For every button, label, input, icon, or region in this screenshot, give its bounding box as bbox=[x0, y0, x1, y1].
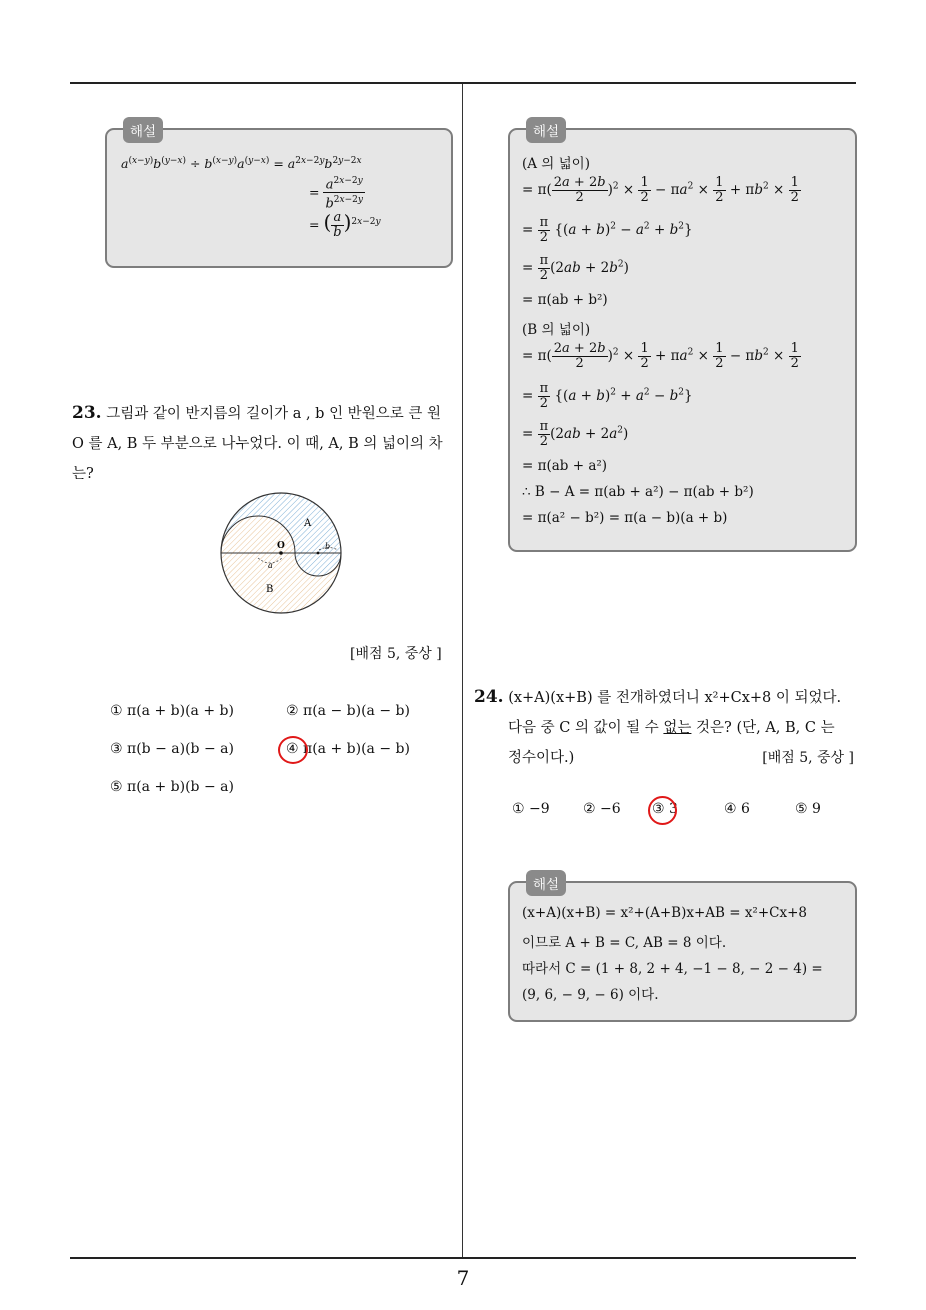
solution-tag: 해설 bbox=[526, 870, 566, 896]
solution-line: $a^{(x-y)}b^{(y-x)} \div b^{(x-y)}a^{(y-x)} = a^{2x-2y}b^{2y-2x}$ bbox=[121, 156, 362, 172]
question-24 bbox=[474, 682, 860, 773]
choice-5[interactable]: ⑤ 9 bbox=[795, 801, 821, 817]
solution-line: = $\frac{\pi}{2}$ $(2ab + 2b^2)$ bbox=[522, 253, 629, 283]
question-number: 24. bbox=[474, 687, 504, 707]
question-number: 23. bbox=[72, 403, 102, 423]
choice-4[interactable]: ④ 6 bbox=[724, 801, 750, 817]
solution-line: (A 의 넓이) bbox=[522, 156, 590, 172]
question-text: 그림과 같이 반지름의 길이가 a , b 인 반원으로 큰 원 O 를 A, B 두 부분으로 나누었다. 이 때, A, B 의 넓이의 차는? bbox=[72, 406, 443, 482]
solution-line: = π(a² − b²) = π(a − b)(a + b) bbox=[522, 510, 728, 526]
top-rule bbox=[70, 82, 856, 84]
choice-3[interactable]: ③ π(b − a)(b − a) bbox=[110, 741, 234, 757]
choice-2[interactable]: ② π(a − b)(a − b) bbox=[286, 703, 410, 719]
solution-tag: 해설 bbox=[526, 117, 566, 143]
choice-3[interactable]: ③ 3 bbox=[652, 801, 678, 817]
question-line-2c: 것은? (단, A, B, C 는 bbox=[691, 720, 835, 736]
solution-line: ∴ B − A = π(ab + a²) − π(ab + b²) bbox=[522, 484, 754, 500]
choice-2[interactable]: ② −6 bbox=[583, 801, 621, 817]
question-line-2a: 다음 중 C 의 값이 될 수 bbox=[508, 720, 664, 736]
choice-5[interactable]: ⑤ π(a + b)(b − a) bbox=[110, 779, 234, 795]
answer-mark-circle bbox=[278, 736, 308, 764]
solution-line: 이므로 A + B = C, AB = 8 이다. bbox=[522, 935, 727, 951]
points-label: [배점 5, 중상 ] bbox=[350, 646, 442, 662]
column-divider bbox=[462, 84, 463, 1258]
solution-tag: 해설 bbox=[123, 117, 163, 143]
label-a-radius: a bbox=[268, 561, 273, 570]
small-center-point bbox=[317, 552, 320, 555]
label-region-a: A bbox=[304, 518, 312, 529]
solution-line: (9, 6, − 9, − 6) 이다. bbox=[522, 987, 659, 1003]
solution-line: = π(ab + a²) bbox=[522, 458, 608, 474]
choice-4[interactable]: ④ π(a + b)(a − b) bbox=[286, 741, 410, 757]
label-o: O bbox=[277, 541, 285, 551]
solution-line: = $\frac{\pi}{2}$ $(2ab + 2a^2)$ bbox=[522, 419, 629, 449]
solution-line: (B 의 넓이) bbox=[522, 322, 591, 338]
center-point bbox=[279, 551, 283, 555]
solution-line: = $\frac{\pi}{2}$ $\{(a + b)^2 - a^2 + b^2\}$ bbox=[522, 215, 693, 245]
question-line-3: 정수이다.) bbox=[508, 750, 575, 766]
question-23 bbox=[72, 398, 456, 489]
solution-box-24 bbox=[508, 877, 857, 1022]
bottom-rule bbox=[70, 1257, 856, 1259]
choice-1[interactable]: ① −9 bbox=[512, 801, 550, 817]
solution-box-23 bbox=[508, 124, 857, 552]
label-b-radius: b bbox=[325, 542, 331, 551]
page-number: 7 bbox=[456, 1266, 470, 1290]
semicircle-figure bbox=[216, 490, 346, 616]
solution-line: = $\frac{a^{2x-2y}}{b^{2x-2y}}$ bbox=[309, 176, 363, 212]
answer-mark-circle bbox=[648, 796, 677, 825]
points-label: [배점 5, 중상 ] bbox=[762, 750, 854, 766]
solution-line: (x+A)(x+B) = x²+(A+B)x+AB = x²+Cx+8 bbox=[522, 905, 808, 921]
solution-line: = π( $\frac{2a + 2b}{2}$ )$^2$ × $\frac{1}{2}$ − $\pi a^2$ × $\frac{1}{2}$ + $\pi b^2$ × $\frac{1}{2}$ bbox=[522, 175, 799, 205]
solution-box-22 bbox=[105, 124, 453, 268]
solution-line: = $\frac{\pi}{2}$ $\{(a + b)^2 + a^2 - b^2\}$ bbox=[522, 381, 693, 411]
label-region-b: B bbox=[266, 584, 274, 595]
solution-line: = π(ab + b²) bbox=[522, 292, 608, 308]
solution-line: = ( $\frac{a}{b}$ )$^{2x-2y}$ bbox=[309, 210, 381, 240]
question-line-2b: 없는 bbox=[663, 720, 692, 736]
solution-line: 따라서 C = (1 + 8, 2 + 4, −1 − 8, − 2 − 4) = bbox=[522, 961, 823, 977]
solution-line: = π( $\frac{2a + 2b}{2}$ )$^2$ × $\frac{1}{2}$ + $\pi a^2$ × $\frac{1}{2}$ − $\pi b^2$ × $\frac{1}{2}$ bbox=[522, 341, 799, 371]
question-line-1: (x+A)(x+B) 를 전개하였더니 x²+Cx+8 이 되었다. bbox=[508, 690, 842, 706]
choice-1[interactable]: ① π(a + b)(a + b) bbox=[110, 703, 234, 719]
